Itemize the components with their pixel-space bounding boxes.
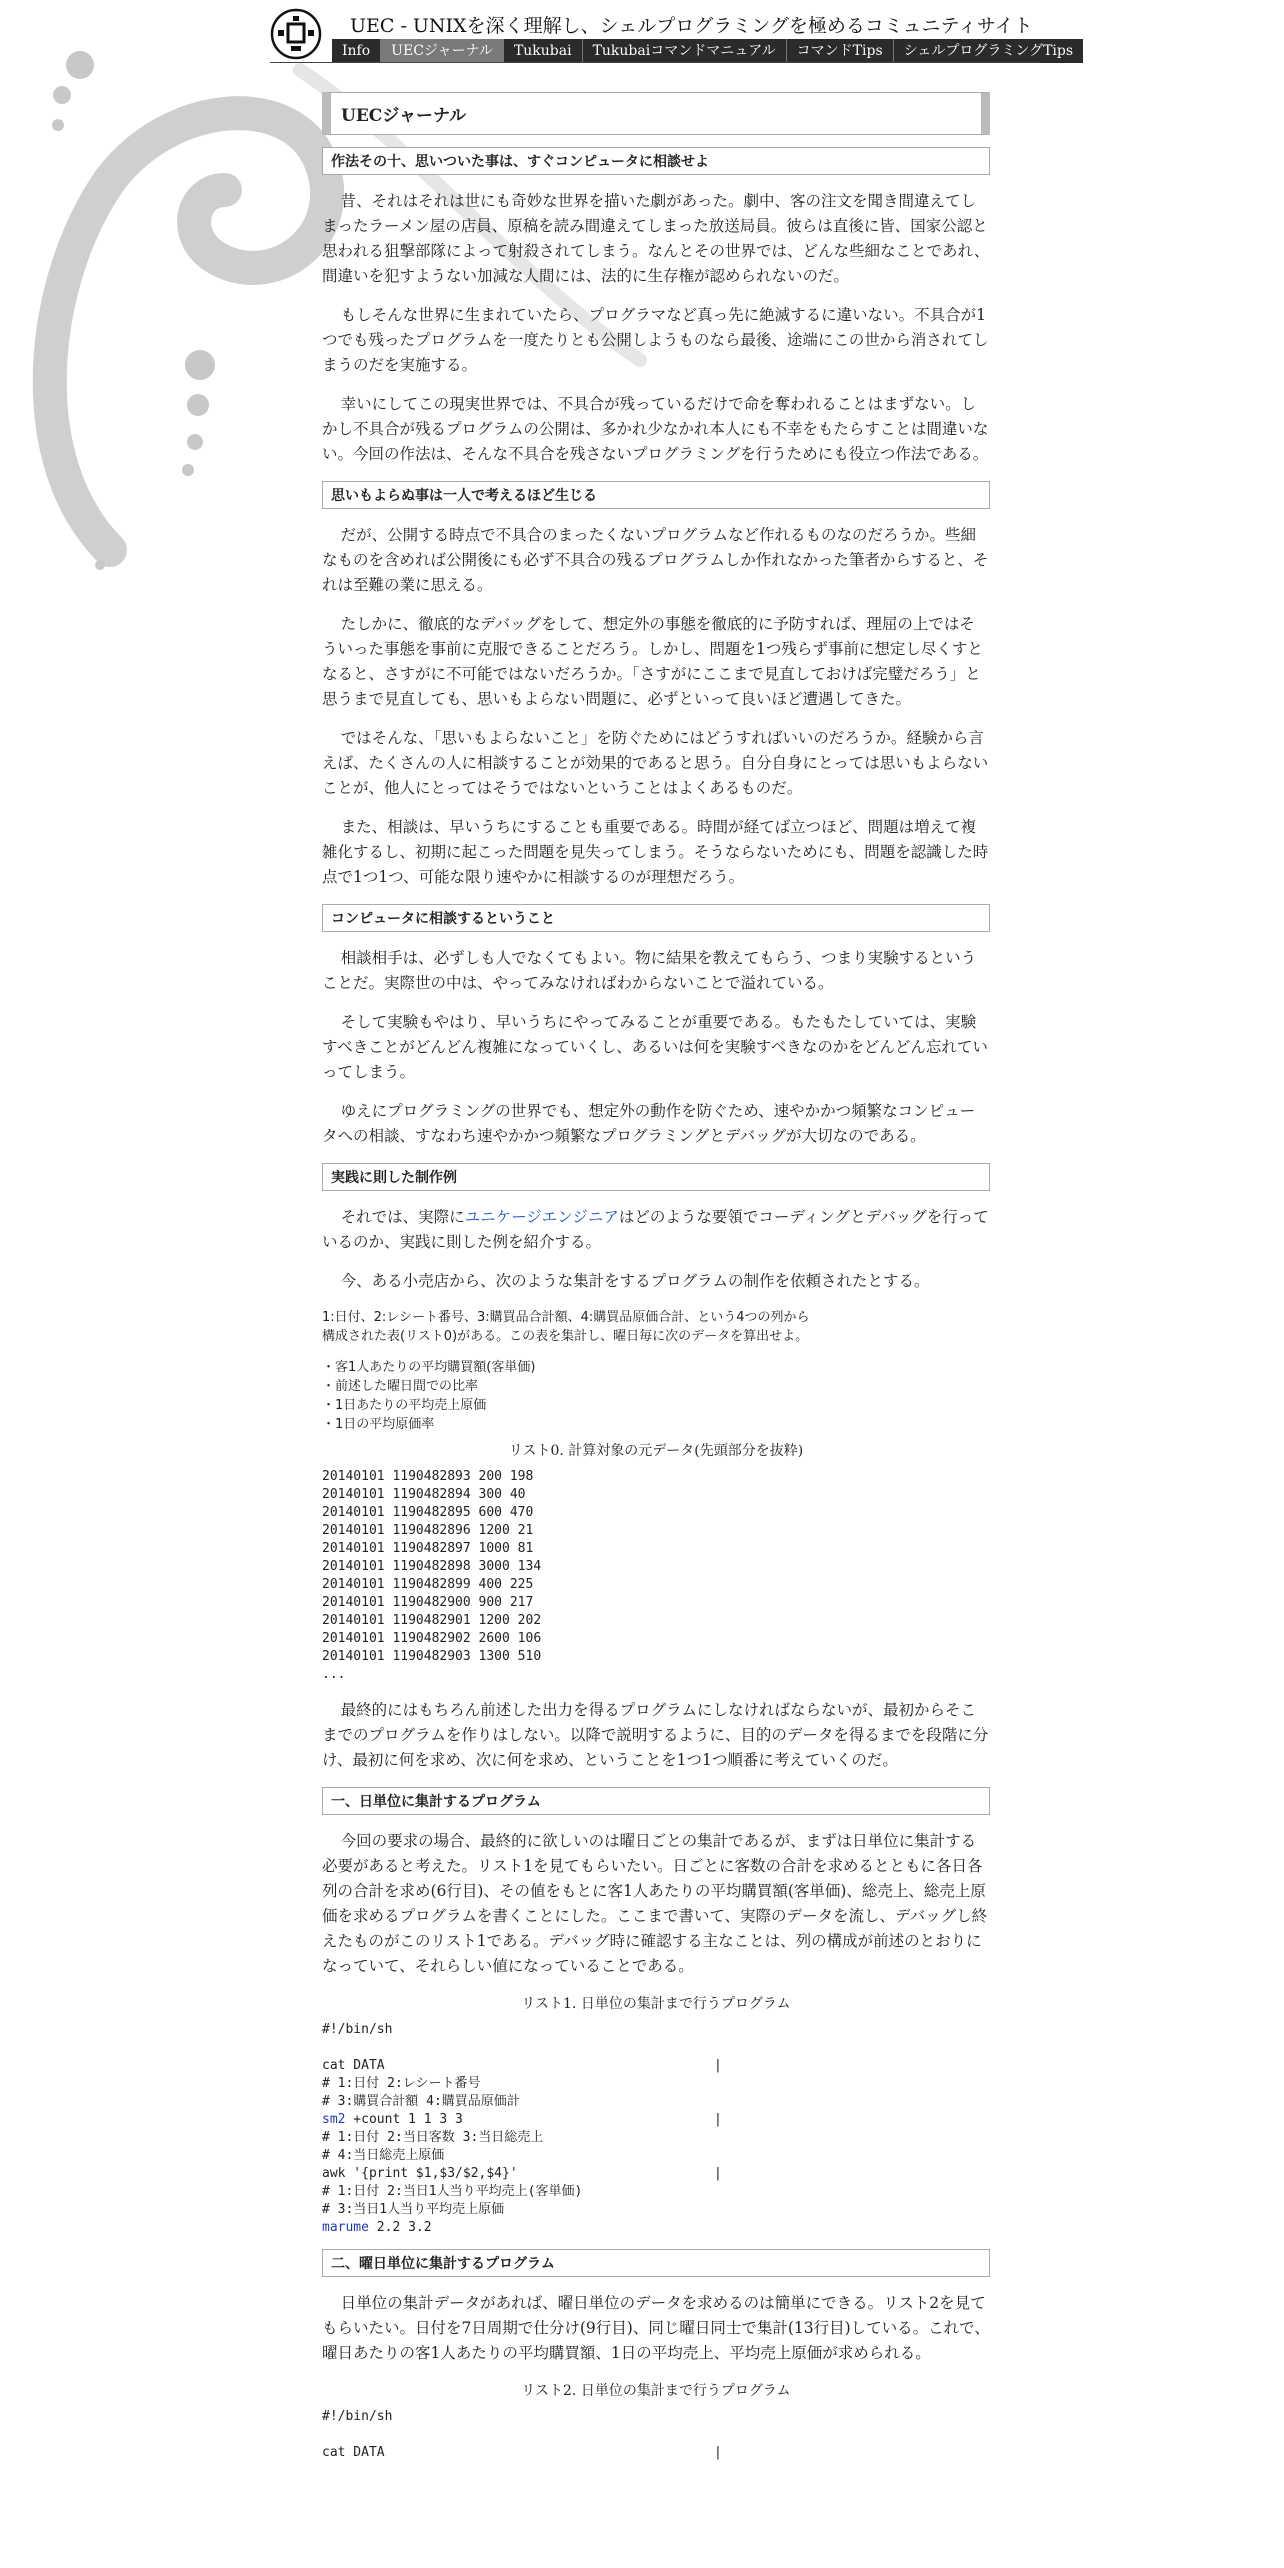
list1-code (322, 2021, 990, 2237)
code-text: cat DATA (322, 2445, 385, 2460)
nav-item-shell-tips[interactable]: シェルプログラミングTips (903, 43, 1074, 59)
code-comment: # 1:日付 2:レシート番号 (322, 2076, 481, 2091)
code-line (322, 2444, 990, 2462)
paragraph: そして実験もやはり、早いうちにやってみることが重要である。もたもたしていては、実験すべきことがどんどん複雑になっていくし、あるいは何を実験すべきなのかをどんどん忘れていってしまう。 (322, 1013, 988, 1081)
pipe-symbol: | (714, 2058, 722, 2073)
data-line: 20140101 1190482897 1000 81 (322, 1541, 534, 1556)
paragraph: だが、公開する時点で不具合のまったくないプログラムなど作れるものなのだろうか。些細なものを含めれば公開後にも必ず不具合の残るプログラムしか作れなかった筆者からすると、それは至難の業に思える。 (322, 526, 989, 594)
paragraph: 相談相手は、必ずしも人でなくてもよい。物に結果を教えてもらう、つまり実験するということだ。実際世の中は、やってみなければわからないことで溢れている。 (322, 949, 977, 992)
data-line: 20140101 1190482903 1300 510 (322, 1649, 542, 1664)
page-title: UECジャーナル (322, 92, 990, 135)
section-heading: 一、日単位に集計するプログラム (322, 1787, 990, 1815)
pipe-symbol: | (714, 2112, 722, 2127)
code-text: awk '{print $1,$3/$2,$4}' (322, 2166, 518, 2181)
data-line: 20140101 1190482894 300 40 (322, 1487, 526, 1502)
code-comment: # 3:当日1人当り平均売上原価 (322, 2202, 505, 2217)
section-heading: 作法その十、思いついた事は、すぐコンピュータに相談せよ (322, 147, 990, 175)
section-heading: コンピュータに相談するということ (322, 904, 990, 932)
main-nav (332, 39, 1083, 63)
code-line (322, 2057, 990, 2075)
paragraph: もしそんな世界に生まれていたら、プログラマなど真っ先に絶滅するに違いない。不具合が1つでも残ったプログラムを一度たりとも公開しようものなら最後、途端にこの世から消されてしまうのだを実施する。 (322, 306, 989, 374)
code-line: #!/bin/sh (322, 2022, 393, 2037)
pipe-symbol: | (714, 2166, 722, 2181)
data-line: 20140101 1190482895 600 470 (322, 1505, 534, 1520)
text: はどのような要領でコーディングとデバッグを行っているのか、実践に則した例を紹介する。 (322, 1208, 989, 1251)
list2-code (322, 2408, 990, 2462)
bullet-item: ・1日あたりの平均売上原価 (322, 1398, 487, 1413)
bullet-item: ・前述した曜日間での比率 (322, 1379, 479, 1394)
code-text: cat DATA (322, 2058, 385, 2073)
header-divider (270, 62, 1040, 63)
bullet-item: ・客1人あたりの平均購買額(客単価) (322, 1360, 536, 1375)
nav-item-tukubai[interactable]: Tukubai (504, 39, 583, 63)
pipe-symbol: | (714, 2445, 722, 2460)
data-line: ... (322, 1667, 346, 1682)
paragraph: たしかに、徹底的なデバッグをして、想定外の事態を徹底的に予防すれば、理屈の上ではそういった事態を事前に克服できることだろう。しかし、問題を1つ残らず事前に想定し尽くすとなると、さすがに不可能ではないだろうか。「さすがにここまで見直しておけば完璧だろう」と思うまで見直しても、思いもよらない問題に、必ずといって良いほど遭遇してきた。 (322, 615, 983, 708)
article (322, 92, 990, 2462)
section-heading: 実践に則した制作例 (322, 1163, 990, 1191)
site-header (270, 8, 1074, 64)
section-heading: 二、曜日単位に集計するプログラム (322, 2249, 990, 2277)
code-comment: # 1:日付 2:当日客数 3:当日総売上 (322, 2130, 544, 2145)
list2-caption: リスト2. 日単位の集計まで行うプログラム (521, 2383, 791, 2399)
data-line: 20140101 1190482896 1200 21 (322, 1523, 534, 1538)
paragraph: 今回の要求の場合、最終的に欲しいのは曜日ごとの集計であるが、まずは日単位に集計する必要があると考えた。リスト1を見てもらいたい。日ごとに客数の合計を求めるとともに各日各列の合計を求め(6行目)、その値をもとに客1人あたりの平均購買額(客単価)、総売上、総売上原価を求めるプログラムを書くことにした。ここまで書いて、実際のデータを流し、デバッグし終えたものがこのリスト1である。デバッグ時に確認する主なことは、列の構成が前述のとおりになっていて、それらしい値になっていることである。 (322, 1832, 988, 1975)
code-comment: # 4:当日総売上原価 (322, 2148, 445, 2163)
sm2-command-link[interactable]: sm2 (322, 2112, 346, 2127)
paragraph: ゆえにプログラミングの世界でも、想定外の動作を防ぐため、速やかかつ頻繁なコンピュータへの相談、すなわち速やかかつ頻繁なプログラミングとデバッグが大切なのである。 (322, 1102, 976, 1145)
code-comment: # 1:日付 2:当日1人当り平均売上(客単価) (322, 2184, 583, 2199)
code-text: 2.2 3.2 (368, 2220, 432, 2235)
bullet-item: ・1日の平均原価率 (322, 1417, 435, 1432)
data-line: 20140101 1190482899 400 225 (322, 1577, 534, 1592)
marume-command-link[interactable]: marume (322, 2220, 369, 2235)
site-title[interactable]: UEC - UNIXを深く理解し、シェルプログラミングを極めるコミュニティサイト (350, 15, 1033, 37)
paragraph: 最終的にはもちろん前述した出力を得るプログラムにしなければならないが、最初からそこまでのプログラムを作りはしない。以降で説明するように、目的のデータを得るまでを段階に分け、最初に何を求め、次に何を求め、ということを1つ1つ順番に考えていくのだ。 (322, 1701, 989, 1769)
code-line (322, 2165, 990, 2183)
code-line (322, 2039, 990, 2057)
code-line (322, 2426, 990, 2444)
data-line: 20140101 1190482900 900 217 (322, 1595, 534, 1610)
section-heading: 思いもよらぬ事は一人で考えるほど生じる (322, 481, 990, 509)
code-line (322, 2111, 990, 2129)
requirement-line: 1:日付、2:レシート番号、3:購買品合計額、4:購買品原価合計、という4つの列から (322, 1310, 810, 1325)
data-line: 20140101 1190482893 200 198 (322, 1469, 534, 1484)
requirement-line: 構成された表(リスト0)がある。この表を集計し、曜日毎に次のデータを算出せよ。 (322, 1329, 809, 1344)
data-line: 20140101 1190482902 2600 106 (322, 1631, 542, 1646)
code-text: +count 1 1 3 3 (345, 2112, 463, 2127)
list0-data (322, 1468, 990, 1684)
nav-item-uec-journal[interactable]: UECジャーナル (381, 39, 504, 63)
code-line (322, 2219, 990, 2237)
nav-item-tukubai-manual[interactable]: Tukubaiコマンドマニュアル (583, 39, 787, 63)
unicage-engineer-link[interactable]: ユニケージエンジニア (464, 1208, 619, 1226)
data-line: 20140101 1190482901 1200 202 (322, 1613, 542, 1628)
paragraph: また、相談は、早いうちにすることも重要である。時間が経てば立つほど、問題は増えて複雑化するし、初期に起こった問題を見失ってしまう。そうならないためにも、問題を認識した時点で1つ1つ、可能な限り速やかに相談するのが理想だろう。 (322, 818, 989, 886)
nav-item-info[interactable]: Info (332, 39, 381, 63)
uec-logo-icon[interactable] (270, 8, 322, 60)
list0-caption: リスト0. 計算対象の元データ(先頭部分を抜粋) (508, 1443, 804, 1459)
paragraph: ではそんな、「思いもよらないこと」を防ぐためにはどうすればいいのだろうか。経験から言えば、たくさんの人に相談することが効果的であると思う。自分自身にとっては思いもよらないことが、他人にとってはそうではないということはよくあるものだ。 (322, 729, 989, 797)
data-line: 20140101 1190482898 3000 134 (322, 1559, 542, 1574)
text: それでは、実際に (340, 1208, 465, 1226)
paragraph: 幸いにしてこの現実世界では、不具合が残っているだけで命を奪われることはまずない。しかし不具合が残るプログラムの公開は、多かれ少なかれ本人にも不幸をもたらすことは間違いない。今回の作法は、そんな不具合を残さないプログラミングを行うためにも役立つ作法である。 (322, 395, 989, 463)
list1-caption: リスト1. 日単位の集計まで行うプログラム (521, 1996, 791, 2012)
paragraph: 昔、それはそれは世にも奇妙な世界を描いた劇があった。劇中、客の注文を聞き間違えてしまったラーメン屋の店員、原稿を読み間違えてしまった放送局員。彼らは直後に皆、国家公認と思われる狙撃部隊によって射殺されてしまう。なんとその世界では、どんな些細なことであれ、間違いを犯すようない加減な人間には、法的に生存権が認められないのだ。 (322, 192, 990, 285)
code-line: #!/bin/sh (322, 2409, 393, 2424)
code-comment: # 3:購買合計額 4:購買品原価計 (322, 2094, 520, 2109)
paragraph: 今、ある小売店から、次のような集計をするプログラムの制作を依頼されたとする。 (340, 1272, 930, 1290)
paragraph (322, 1205, 990, 1255)
paragraph: 日単位の集計データがあれば、曜日単位のデータを求めるのは簡単にできる。リスト2を見てもらいたい。日付を7日周期で仕分け(9行目)、同じ曜日同士で集計(13行目)している。これで、曜日あたりの客1人あたりの平均購買額、1日の平均売上、平均売上原価が求められる。 (322, 2294, 990, 2362)
nav-item-command-tips[interactable]: コマンドTips (787, 39, 894, 63)
